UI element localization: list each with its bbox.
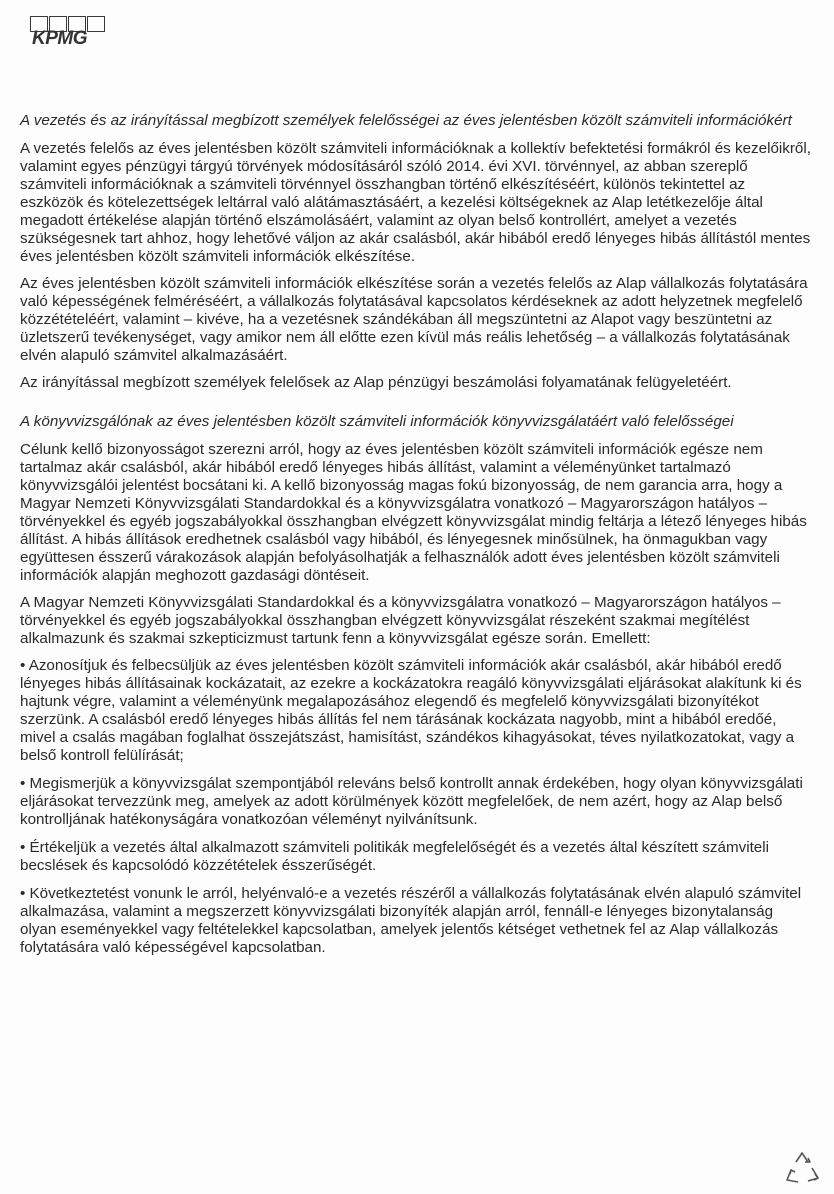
logo-text: KPMG [32,28,87,49]
paragraph: Célunk kellő bizonyosságot szerezni arról, hogy az éves jelentésben közölt számviteli információk egésze nem tartalmaz akár csalásból, akár hibából eredő lényeges hibás állítást, valamint a véleményünket tartalmazó könyvvizsgálói jelentést bocsátani ki. A kellő bizonyosság magas fokú bizonyosság, de nem garancia arra, hogy a Magyar Nemzeti Könyvvizsgálati Standardokkal és a könyvvizsgálatra vonatkozó – Magyarországon hatályos – törvényekkel és egyéb jogszabályokkal összhangban elvégzett könyvvizsgálat mindig feltárja a létező lényeges hibás állítást. A hibás állítások eredhetnek csalásból vagy hibából, és lényegesnek minősülnek, ha önmagukban vagy együttesen ésszerű várakozások alapján befolyásolhatják a felhasználók adott éves jelentésben közölt számviteli információk alapján meghozott gazdasági döntéseit. [20,441,807,584]
kpmg-logo [30,16,110,50]
bullet-item: • Értékeljük a vezetés által alkalmazott számviteli politikák megfelelőségét és a vezetés által készített számviteli becslések és kapcsolódó közzétételek ésszerűségét. [20,839,769,874]
bullet-item: • Azonosítjuk és felbecsüljük az éves jelentésben közölt számviteli információk akár csalásból, akár hibából eredő lényeges hibás állításainak kockázatait, az ezekre a kockázatokra reagáló könyvvizsgálati eljárásokat alakítunk ki és hajtunk végre, valamint a véleményünk megalapozásához elegendő és megfelelő könyvvizsgálati bizonyítékot szerzünk. A csalásból eredő lényeges hibás állítás fel nem tárásának kockázata nagyobb, mint a hibából eredőé, mivel a csalás magában foglalhat összejátszást, hamisítást, szándékos kihagyásokat, téves nyilatkozatokat, vagy a belső kontroll felülírását; [20,657,802,764]
paragraph: A Magyar Nemzeti Könyvvizsgálati Standardokkal és a könyvvizsgálatra vonatkozó – Magyarországon hatályos – törvényekkel és egyéb jogszabályokkal összhangban elvégzett könyvvizsgálat részeként szakmai megítélést alkalmazunk és szakmai szkepticizmust tartunk fenn a könyvvizsgálat egésze során. Emellett: [20,594,781,647]
document-body [20,112,812,967]
recycle-icon [782,1148,822,1188]
bullet-item: • Megismerjük a könyvvizsgálat szempontjából releváns belső kontrollt annak érdekében, hogy olyan könyvvizsgálati eljárásokat tervezzünk meg, amelyek az adott körülmények között megfelelőek, de nem azért, hogy az Alap belső kontrolljának hatékonyságára vonatkozóan véleményt nyilvánítsunk. [20,775,803,828]
section-heading-management: A vezetés és az irányítással megbízott személyek felelősségei az éves jelentésben közölt számviteli információkért [20,112,792,129]
bullet-item: • Következtetést vonunk le arról, helyénvaló-e a vezetés részéről a vállalkozás folytatásának elvén alapuló számvitel alkalmazása, valamint a megszerzett könyvvizsgálati bizonyíték alapján arról, fennáll-e lényeges bizonytalanság olyan eseményekkel vagy feltételekkel kapcsolatban, amelyek jelentős kétséget vethetnek fel az Alap vállalkozás folytatására való képességével kapcsolatban. [20,885,802,956]
section-heading-auditor: A könyvvizsgálónak az éves jelentésben közölt számviteli információk könyvvizsgálatáért való felelősségei [20,413,734,430]
paragraph: Az irányítással megbízott személyek felelősek az Alap pénzügyi beszámolási folyamatának felügyeletéért. [20,374,732,391]
paragraph: A vezetés felelős az éves jelentésben közölt számviteli információknak a kollektív befektetési formákról és kezelőikről, valamint egyes pénzügyi tárgyú törvények módosításáról szóló 2014. évi XVI. törvénnyel, az abban szereplő számviteli információknak a számviteli törvénnyel összhangban történő elkészítéséért, különös tekintettel az eszközök és kötelezettségek leltárral való alátámasztásáért, a kezelési költségeknek az Alap letétkezelője által megadott értékelése alapján történő elszámolásáért, valamint az olyan belső kontrollért, amelyet a vezetés szükségesnek tart ahhoz, hogy lehetővé váljon az akár csalásból, akár hibából eredő lényeges hibás állítástól mentes éves jelentésben közölt számviteli információk elkészítése. [20,140,811,265]
paragraph: Az éves jelentésben közölt számviteli információk elkészítése során a vezetés felelős az Alap vállalkozás folytatására való képességének felméréséért, a vállalkozás folytatásával kapcsolatos kérdéseknek az adott helyzetnek megfelelő közzétételéért, valamint – kivéve, ha a vezetésnek szándékában áll megszüntetni az Alapot vagy beszüntetni az üzletszerű tevékenységet, vagy amikor nem áll előtte ezen kívül más reális lehetőség – a vállalkozás folytatásának elvén alapuló számvitel alkalmazásáért. [20,275,808,364]
